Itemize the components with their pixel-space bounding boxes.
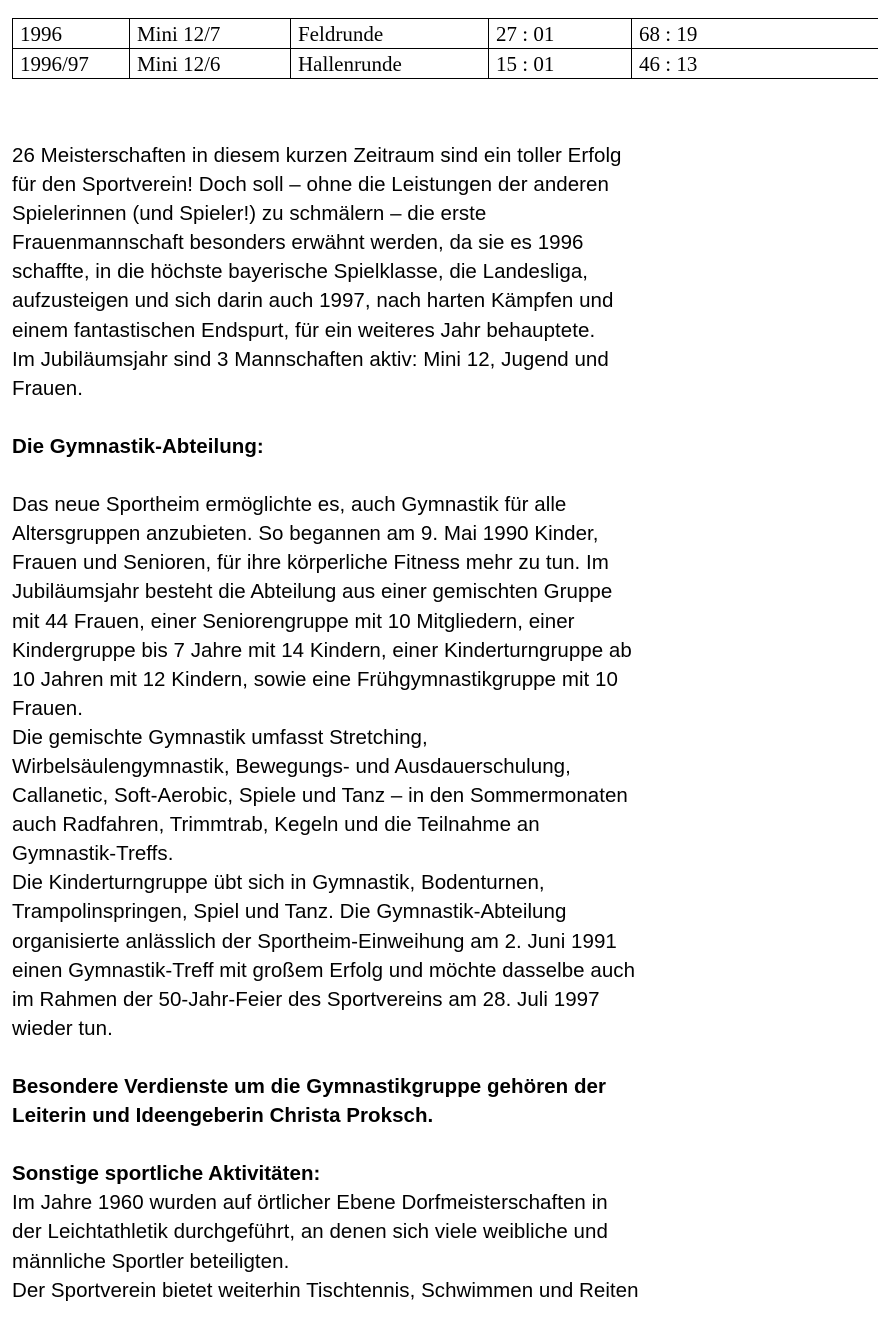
text-line: im Rahmen der 50-Jahr-Feier des Sportvereins am 28. Juli 1997 [12, 987, 600, 1011]
text-line: Leiterin und Ideengeberin Christa Proksch. [12, 1104, 434, 1128]
paragraph-other [12, 1188, 872, 1304]
text-line: Die Kinderturngruppe übt sich in Gymnastik, Bodenturnen, [12, 871, 545, 895]
paragraph-spacer [12, 461, 872, 490]
table-cell-round: Feldrunde [291, 19, 489, 49]
text-line: Das neue Sportheim ermöglichte es, auch Gymnastik für alle [12, 493, 567, 517]
text-line: Frauen und Senioren, für ihre körperliche Fitness mehr zu tun. Im [12, 551, 609, 575]
text-line: männliche Sportler beteiligten. [12, 1249, 290, 1273]
document-body [12, 141, 872, 1305]
paragraph-spacer [12, 1043, 872, 1072]
text-line: mit 44 Frauen, einer Seniorengruppe mit 10 Mitgliedern, einer [12, 609, 575, 633]
table-cell-goals: 68 : 19 [632, 19, 878, 49]
table-cell-goals: 46 : 13 [632, 49, 878, 79]
text-line: schaffte, in die höchste bayerische Spielklasse, die Landesliga, [12, 260, 589, 284]
paragraph-success [12, 141, 872, 403]
text-line: für den Sportverein! Doch soll – ohne die Leistungen der anderen [12, 173, 609, 197]
section-heading-other [12, 1159, 872, 1188]
table-row [13, 19, 878, 49]
text-line: Im Jubiläumsjahr sind 3 Mannschaften aktiv: Mini 12, Jugend und [12, 347, 609, 371]
text-line: 26 Meisterschaften in diesem kurzen Zeitraum sind ein toller Erfolg [12, 144, 622, 167]
paragraph-spacer [12, 1130, 872, 1159]
table-cell-team: Mini 12/7 [130, 19, 291, 49]
paragraph-gymnastics [12, 490, 872, 1043]
table-cell-season: 1996 [13, 19, 130, 49]
text-line: Spielerinnen (und Spieler!) zu schmälern – die erste [12, 202, 487, 226]
section-heading-gymnastics [12, 432, 872, 461]
text-line: 10 Jahren mit 12 Kindern, sowie eine Frühgymnastikgruppe mit 10 [12, 667, 618, 691]
text-line: Altersgruppen anzubieten. So begannen am 9. Mai 1990 Kinder, [12, 522, 599, 546]
text-line: Trampolinspringen, Spiel und Tanz. Die Gymnastik-Abteilung [12, 900, 567, 924]
text-line: Jubiläumsjahr besteht die Abteilung aus einer gemischten Gruppe [12, 580, 613, 604]
text-line: Wirbelsäulengymnastik, Bewegungs- und Ausdauerschulung, [12, 754, 571, 778]
heading-text: Die Gymnastik-Abteilung: [12, 434, 264, 458]
table-row [13, 49, 878, 79]
text-line: Frauen. [12, 376, 83, 400]
table-cell-points: 27 : 01 [489, 19, 632, 49]
paragraph-spacer [12, 403, 872, 432]
text-line: Kindergruppe bis 7 Jahre mit 14 Kindern, einer Kinderturngruppe ab [12, 638, 632, 662]
text-line: Gymnastik-Treffs. [12, 842, 174, 866]
text-line: Callanetic, Soft-Aerobic, Spiele und Tanz – in den Sommermonaten [12, 784, 628, 808]
table-cell-season: 1996/97 [13, 49, 130, 79]
text-line: wieder tun. [12, 1016, 113, 1040]
text-line: Im Jahre 1960 wurden auf örtlicher Ebene Dorfmeisterschaften in [12, 1191, 608, 1215]
text-line: aufzusteigen und sich darin auch 1997, nach harten Kämpfen und [12, 289, 614, 313]
text-line: auch Radfahren, Trimmtrab, Kegeln und die Teilnahme an [12, 813, 540, 837]
text-line: Besondere Verdienste um die Gymnastikgruppe gehören der [12, 1075, 606, 1098]
text-line: einem fantastischen Endspurt, für ein weiteres Jahr behauptete. [12, 318, 596, 342]
text-line: Die gemischte Gymnastik umfasst Stretching, [12, 725, 428, 749]
text-line: organisierte anlässlich der Sportheim-Einweihung am 2. Juni 1991 [12, 929, 617, 953]
text-line: Der Sportverein bietet weiterhin Tischtennis, Schwimmen und Reiten [12, 1278, 639, 1302]
merit-note [12, 1072, 872, 1130]
table-cell-points: 15 : 01 [489, 49, 632, 79]
results-table [12, 18, 878, 79]
text-line: Frauenmannschaft besonders erwähnt werden, da sie es 1996 [12, 231, 584, 255]
table-cell-round: Hallenrunde [291, 49, 489, 79]
table-cell-team: Mini 12/6 [130, 49, 291, 79]
text-line: Frauen. [12, 696, 83, 720]
heading-text: Sonstige sportliche Aktivitäten: [12, 1162, 321, 1186]
text-line: der Leichtathletik durchgeführt, an denen sich viele weibliche und [12, 1220, 608, 1244]
text-line: einen Gymnastik-Treff mit großem Erfolg und möchte dasselbe auch [12, 958, 636, 982]
